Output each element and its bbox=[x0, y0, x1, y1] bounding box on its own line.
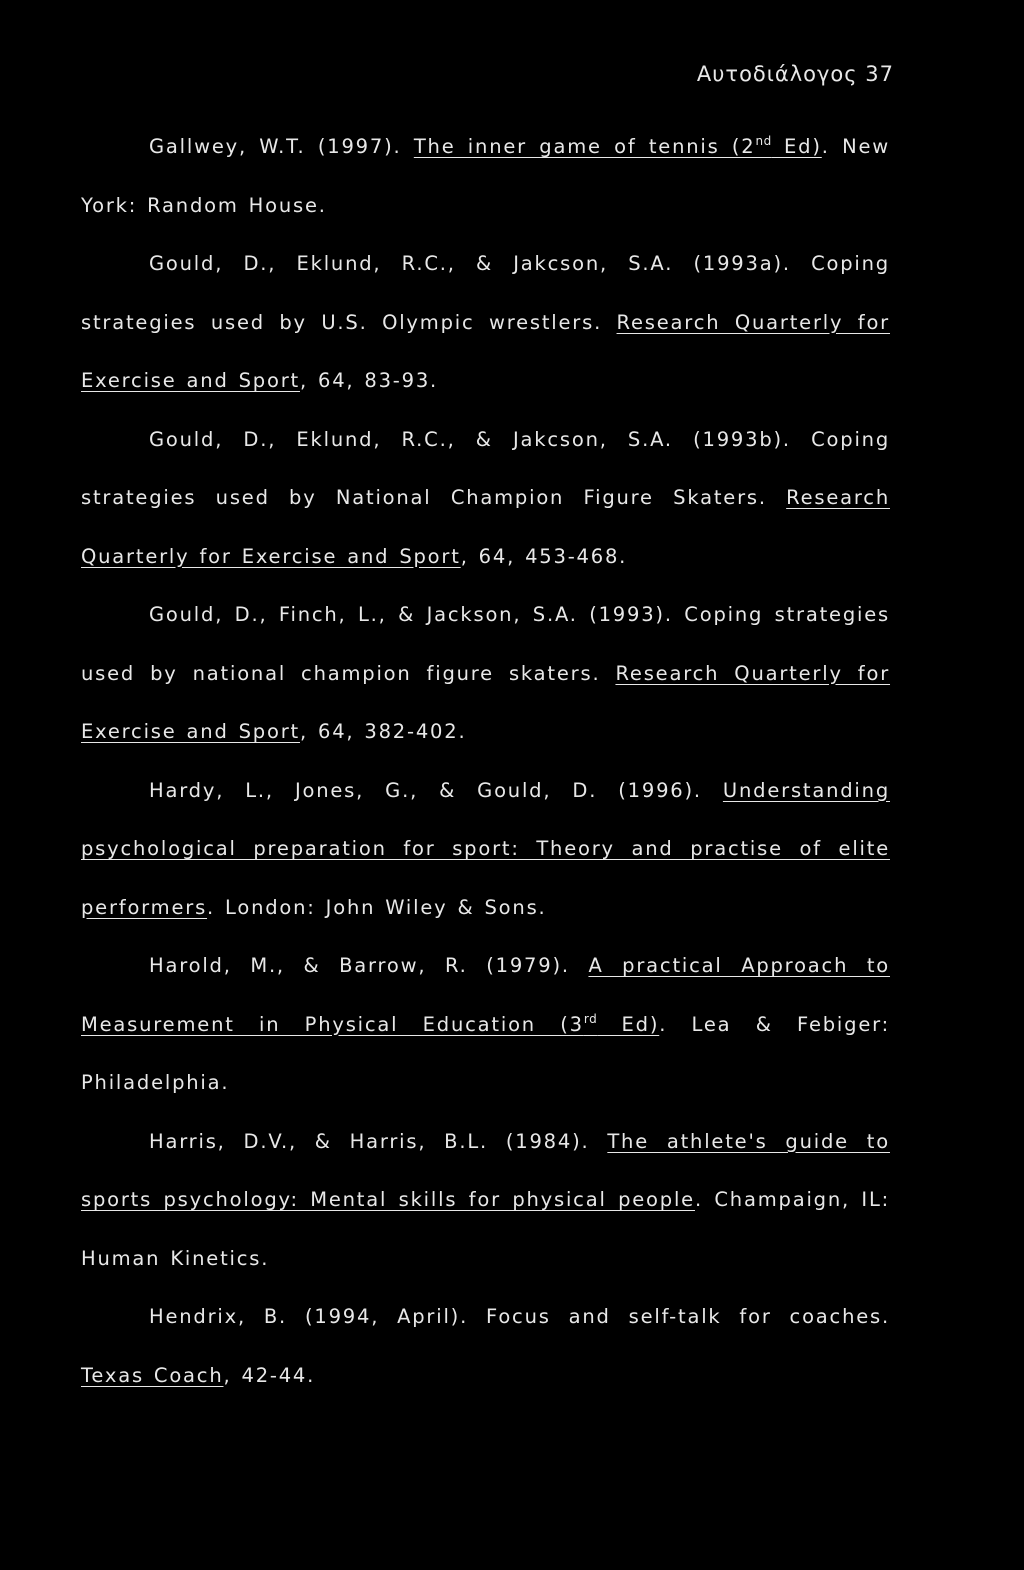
reference-authors: Gould, D., Eklund, R.C., & Jakcson, S.A. (1993a). bbox=[149, 252, 791, 275]
journal-volume-pages: , 42-44. bbox=[223, 1363, 316, 1387]
journal-title: Research Quarterly for Exercise and Sport bbox=[81, 661, 891, 743]
reference-entry bbox=[81, 118, 890, 235]
reference-entry bbox=[81, 1288, 890, 1405]
reference-entry bbox=[81, 586, 890, 762]
reference-authors: Harris, D.V., & Harris, B.L. (1984). bbox=[149, 1129, 608, 1153]
book-title: Understanding psychological preparation for sport: Theory and practise of elite performers bbox=[81, 778, 890, 919]
publisher: . New York: Random House. bbox=[81, 135, 891, 217]
publisher: . Lea & Febiger: Philadelphia. bbox=[81, 1012, 890, 1094]
journal-title: Texas Coach bbox=[81, 1363, 224, 1387]
journal-volume-pages: , 64, 453-468. bbox=[460, 544, 628, 568]
journal-volume-pages: , 64, 382-402. bbox=[299, 720, 467, 743]
reference-entry bbox=[81, 1113, 890, 1289]
book-title: A practical Approach to Measurement in Physical Education (3rd Ed) bbox=[81, 954, 890, 1036]
article-title: Coping strategies used by national champion figure skaters. bbox=[81, 603, 890, 685]
reference-list bbox=[81, 118, 890, 1405]
running-header: Αυτοδιάλογος 37 bbox=[696, 62, 894, 86]
reference-entry bbox=[81, 235, 890, 411]
journal-volume-pages: , 64, 83-93. bbox=[299, 369, 439, 392]
article-title: Coping strategies used by U.S. Olympic wrestlers. bbox=[81, 252, 890, 334]
reference-authors: Gallwey, W.T. (1997). bbox=[149, 135, 402, 158]
reference-entry bbox=[81, 762, 890, 938]
reference-authors: Gould, D., Eklund, R.C., & Jakcson, S.A. (1993b). bbox=[149, 427, 791, 451]
reference-entry bbox=[81, 411, 890, 587]
journal-title: Research Quarterly for Exercise and Sport bbox=[81, 486, 890, 568]
article-title: Coping strategies used by National Champion Figure Skaters. bbox=[81, 427, 890, 509]
reference-entry bbox=[81, 937, 890, 1113]
reference-authors: Hendrix, B. (1994, April). Focus and self-talk for coaches. bbox=[149, 1305, 890, 1328]
publisher: . Champaign, IL: Human Kinetics. bbox=[81, 1188, 890, 1270]
reference-authors: Harold, M., & Barrow, R. (1979). bbox=[149, 954, 589, 977]
book-title: The inner game of tennis (2nd Ed) bbox=[413, 134, 822, 158]
publisher: . London: John Wiley & Sons. bbox=[207, 895, 547, 919]
reference-authors: Hardy, L., Jones, G., & Gould, D. (1996). bbox=[149, 778, 723, 802]
reference-authors: Gould, D., Finch, L., & Jackson, S.A. (1993). bbox=[149, 603, 673, 626]
journal-title: Research Quarterly for Exercise and Sport bbox=[81, 310, 890, 392]
book-title: The athlete's guide to sports psychology: Mental skills for physical people bbox=[81, 1129, 890, 1211]
